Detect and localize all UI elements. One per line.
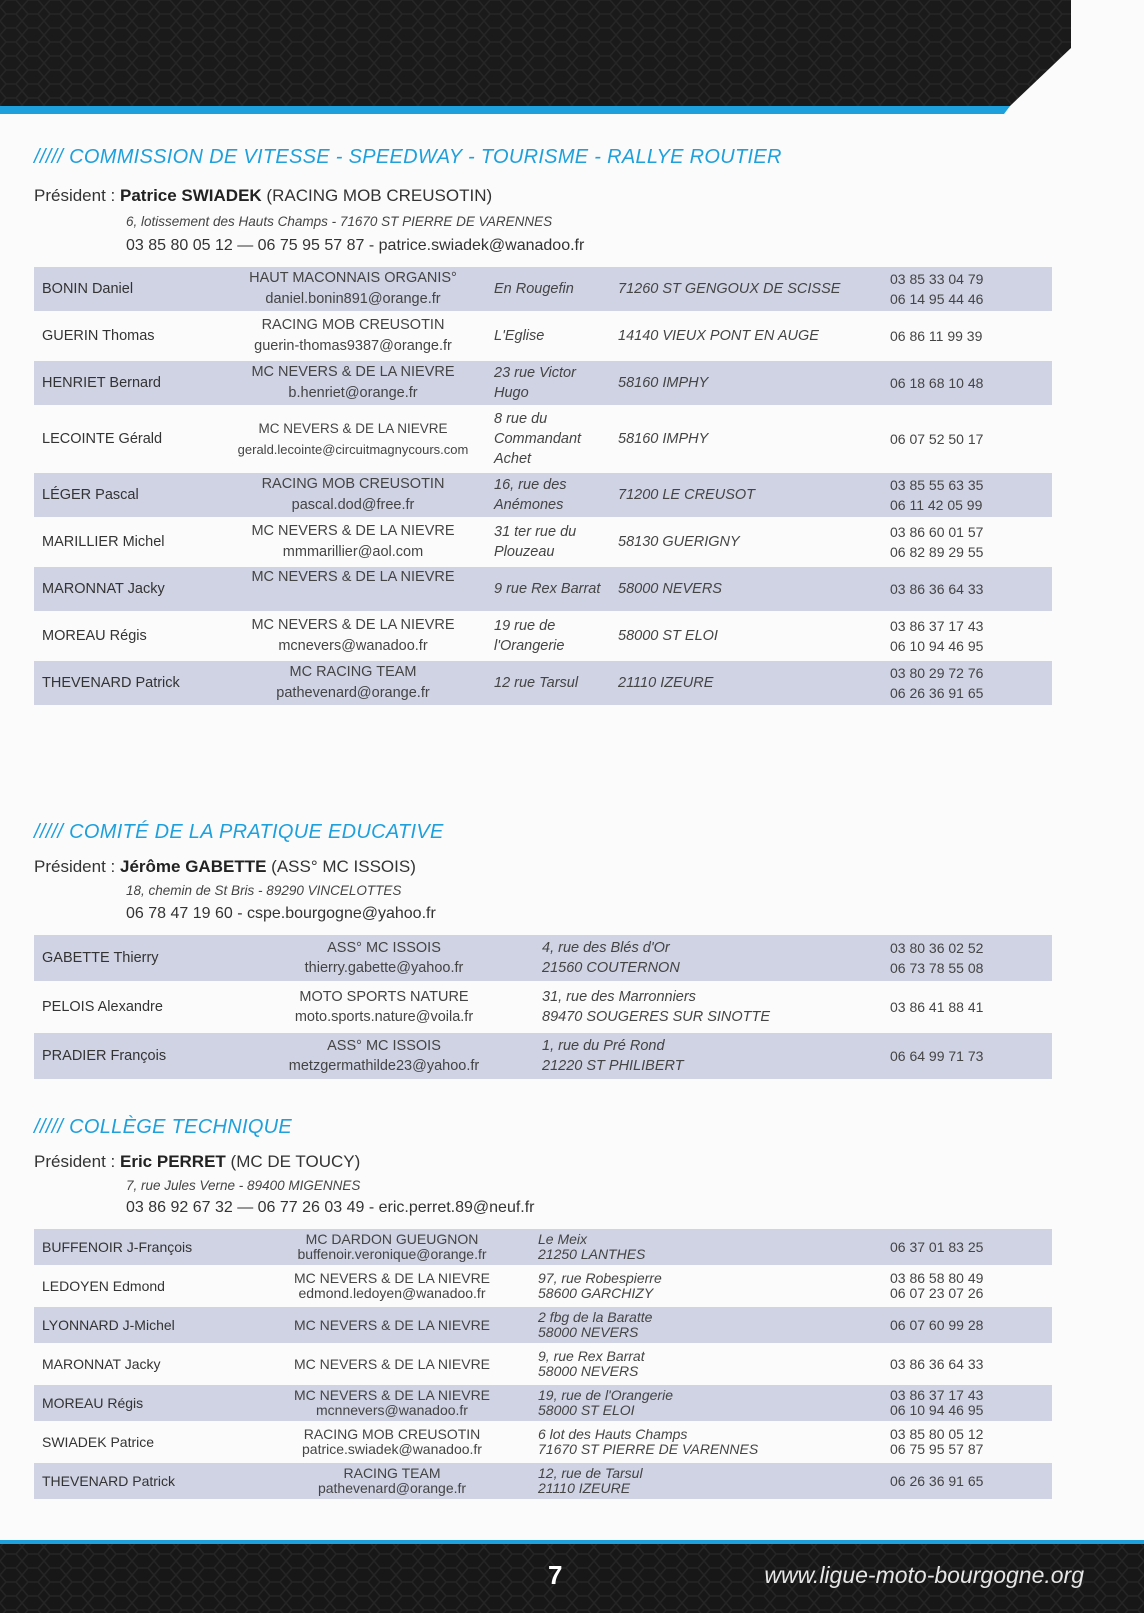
member-street: 19, rue de l'Orangerie (538, 1387, 673, 1403)
president-club: (RACING MOB CREUSOTIN) (261, 186, 493, 205)
member-street: Le Meix (538, 1231, 588, 1247)
member-name: GABETTE Thierry (34, 935, 234, 981)
member-city: 21220 ST PHILIBERT (542, 1058, 684, 1074)
member-phone2: 06 73 78 55 08 (890, 960, 984, 976)
member-street: L'Eglise (494, 328, 545, 344)
member-address (530, 1268, 882, 1304)
website-link[interactable]: www.ligue-moto-bourgogne.org (764, 1562, 1084, 1588)
table-row (34, 661, 1052, 705)
member-club: RACING TEAM (343, 1465, 441, 1481)
member-club-cell (220, 567, 486, 611)
member-club-cell (254, 1463, 530, 1499)
member-phones (882, 661, 1052, 705)
member-club: RACING MOB CREUSOTIN (261, 476, 445, 492)
member-phones (882, 935, 1052, 981)
member-name: MOREAU Régis (42, 628, 147, 644)
member-name: PELOIS Alexandre (42, 999, 163, 1015)
member-phone1: 03 86 58 80 49 (890, 1270, 984, 1286)
member-name: PRADIER François (34, 1033, 234, 1079)
member-street: 9 rue Rex Barrat (486, 567, 610, 611)
member-name: SWIADEK Patrice (42, 1434, 155, 1450)
member-email[interactable]: guerin-thomas9387@orange.fr (254, 338, 452, 354)
president-label: Président : (34, 857, 120, 876)
member-email[interactable]: pathevenard@orange.fr (276, 685, 430, 701)
member-city: 58000 NEVERS (610, 567, 882, 611)
member-city: 71200 LE CREUSOT (610, 473, 882, 517)
member-club-cell (220, 267, 486, 311)
member-city: 58160 IMPHY (610, 361, 882, 405)
member-street: 31 ter rue du Plouzeau (494, 524, 577, 560)
member-phone1: 03 86 36 64 33 (890, 581, 984, 597)
table-row (34, 567, 1052, 611)
member-phone1: 06 86 11 99 39 (890, 328, 983, 344)
member-name: BUFFENOIR J-François (34, 1229, 254, 1265)
president-club: (ASS° MC ISSOIS) (266, 857, 416, 876)
member-street: En Rougefin (486, 267, 610, 311)
member-club: MC NEVERS & DE LA NIEVRE (251, 364, 455, 380)
member-name: THEVENARD Patrick (34, 661, 220, 705)
member-club-cell (220, 361, 486, 405)
member-club-cell (234, 984, 534, 1030)
table-row (34, 408, 1052, 470)
member-phones (882, 567, 1052, 611)
member-phone2: 06 07 23 07 26 (890, 1285, 984, 1301)
president-label: Président : (34, 186, 120, 205)
member-street: 19 rue de l'Orangerie (494, 618, 565, 654)
member-club: MC DARDON GUEUGNON (305, 1231, 479, 1247)
member-phones (882, 314, 1052, 358)
member-club: ASS° MC ISSOIS (327, 1038, 441, 1054)
member-street: 23 rue Victor Hugo (486, 361, 610, 405)
president-contact: 03 86 92 67 32 — 06 77 26 03 49 - eric.perret.89@neuf.fr (126, 1199, 535, 1216)
member-city: 58000 NEVERS (538, 1363, 639, 1379)
member-club-cell (220, 314, 486, 358)
member-club: MC NEVERS & DE LA NIEVRE (258, 421, 448, 436)
member-address (530, 1424, 882, 1460)
member-street: 16, rue des Anémones (486, 473, 610, 517)
member-club: MC NEVERS & DE LA NIEVRE (293, 1355, 491, 1372)
member-club-cell (234, 935, 534, 981)
member-email[interactable]: pathevenard@orange.fr (317, 1480, 467, 1496)
table-row (34, 267, 1052, 311)
member-email[interactable]: edmond.ledoyen@wanadoo.fr (298, 1285, 486, 1301)
member-city: 21560 COUTERNON (542, 960, 680, 976)
member-name: GUERIN Thomas (42, 328, 155, 344)
member-email[interactable]: moto.sports.nature@voila.fr (294, 1009, 474, 1025)
member-club: MC NEVERS & DE LA NIEVRE (293, 1387, 491, 1403)
table-row (34, 1229, 1052, 1265)
member-phone2: 06 26 36 91 65 (890, 685, 984, 701)
table-row (34, 1307, 1052, 1343)
member-phones (882, 1463, 1052, 1499)
member-city: 71260 ST GENGOUX DE SCISSE (610, 267, 882, 311)
member-address (534, 1033, 882, 1079)
member-name: LEDOYEN Edmond (42, 1278, 165, 1294)
member-address (530, 1385, 882, 1421)
member-phone1: 06 07 60 99 28 (890, 1316, 984, 1333)
page-number: 7 (548, 1560, 563, 1590)
member-street: 9, rue Rex Barrat (538, 1348, 645, 1364)
section-title-college-technique: ///// COLLÈGE TECHNIQUE (34, 1116, 293, 1138)
member-club: ASS° MC ISSOIS (327, 940, 441, 956)
member-email[interactable]: gerald.lecointe@circuitmagnycours.com (237, 442, 469, 457)
member-street: 2 fbg de la Baratte (538, 1309, 653, 1325)
president-line (34, 857, 416, 877)
member-phones (882, 1307, 1052, 1343)
member-club-cell (220, 473, 486, 517)
member-club: MC NEVERS & DE LA NIEVRE (251, 617, 455, 633)
member-club-cell (254, 1268, 530, 1304)
member-city: 58130 GUERIGNY (618, 534, 740, 550)
member-address (530, 1463, 882, 1499)
member-city: 21110 IZEURE (610, 661, 882, 705)
member-name: LECOINTE Gérald (42, 431, 163, 447)
member-street: 31, rue des Marronniers (542, 989, 696, 1005)
president-club: (MC DE TOUCY) (225, 1152, 361, 1171)
table-row (34, 1033, 1052, 1079)
member-city: 58000 NEVERS (538, 1324, 639, 1340)
member-phones (882, 408, 1052, 470)
member-club-cell (220, 408, 486, 470)
member-phones (882, 473, 1052, 517)
member-name: HENRIET Bernard (34, 361, 220, 405)
president-name: Patrice SWIADEK (120, 186, 262, 205)
table-row (34, 361, 1052, 405)
president-name: Eric PERRET (120, 1152, 226, 1171)
member-email[interactable]: patrice.swiadek@wanadoo.fr (302, 1441, 482, 1457)
member-city: 58000 ST ELOI (618, 628, 718, 644)
member-phone1: 03 86 41 88 41 (890, 999, 984, 1015)
member-name: THEVENARD Patrick (34, 1463, 254, 1499)
member-email[interactable]: thierry.gabette@yahoo.fr (304, 960, 464, 976)
member-phone2: 06 10 94 46 95 (890, 638, 984, 654)
member-club: MC RACING TEAM (289, 664, 417, 680)
member-name: LÉGER Pascal (34, 473, 220, 517)
member-city: 21250 LANTHES (538, 1246, 646, 1262)
member-phones (882, 614, 1052, 658)
member-club: RACING MOB CREUSOTIN (261, 317, 445, 333)
member-email[interactable]: pascal.dod@free.fr (291, 497, 415, 513)
member-city: 58000 ST ELOI (538, 1402, 635, 1418)
member-club-cell (220, 614, 486, 658)
member-address (534, 935, 882, 981)
member-street: 1, rue du Pré Rond (542, 1038, 665, 1054)
member-city: 58600 GARCHIZY (538, 1285, 654, 1301)
member-club: MC NEVERS & DE LA NIEVRE (251, 523, 455, 539)
member-city: 21110 IZEURE (538, 1480, 631, 1496)
member-name: MOREAU Régis (34, 1385, 254, 1421)
member-club-cell (254, 1346, 530, 1382)
member-phones (882, 1346, 1052, 1382)
member-phone2: 06 11 42 05 99 (890, 497, 983, 513)
member-city: 89470 SOUGERES SUR SINOTTE (542, 1009, 771, 1025)
table-row (34, 1424, 1052, 1460)
member-club-cell (254, 1424, 530, 1460)
member-phone1: 03 85 33 04 79 (890, 271, 984, 287)
member-club-cell (254, 1385, 530, 1421)
member-phone1: 03 86 37 17 43 (890, 618, 984, 634)
member-club: MC NEVERS & DE LA NIEVRE (293, 1270, 491, 1286)
member-phones (882, 984, 1052, 1030)
president-contact: 06 78 47 19 60 - cspe.bourgogne@yahoo.fr (126, 905, 436, 922)
member-phone2: 06 14 95 44 46 (890, 291, 984, 307)
member-club-cell (220, 520, 486, 564)
member-city: 71670 ST PIERRE DE VARENNES (538, 1441, 759, 1457)
member-club-cell (220, 661, 486, 705)
member-phone1: 03 86 37 17 43 (890, 1387, 984, 1403)
member-phone1: 06 18 68 10 48 (890, 375, 984, 391)
member-phones (882, 1268, 1052, 1304)
member-phone1: 06 64 99 71 73 (890, 1048, 984, 1064)
member-street: 97, rue Robespierre (538, 1270, 662, 1286)
member-club-cell (234, 1033, 534, 1079)
table-row (34, 520, 1052, 564)
table-row (34, 1346, 1052, 1382)
member-email[interactable]: mmmarillier@aol.com (282, 544, 424, 560)
member-phone1: 03 80 36 02 52 (890, 940, 984, 956)
member-email[interactable]: buffenoir.veronique@orange.fr (297, 1246, 487, 1262)
member-name: MARILLIER Michel (42, 534, 165, 550)
member-phone1: 03 80 29 72 76 (890, 665, 984, 681)
member-name: BONIN Daniel (34, 267, 220, 311)
table-row (34, 1268, 1052, 1304)
member-email[interactable]: b.henriet@orange.fr (288, 385, 418, 401)
president-address: 6, lotissement des Hauts Champs - 71670 ST PIERRE DE VARENNES (126, 214, 553, 229)
member-street: 6 lot des Hauts Champs (538, 1426, 688, 1442)
member-city: 14140 VIEUX PONT EN AUGE (618, 328, 819, 344)
table-row (34, 314, 1052, 358)
table-row (34, 984, 1052, 1030)
member-phones (882, 1385, 1052, 1421)
member-phones (882, 361, 1052, 405)
member-street: 8 rue du Commandant Achet (494, 411, 582, 467)
member-phone2: 06 75 95 57 87 (890, 1441, 984, 1457)
member-phones (882, 520, 1052, 564)
member-phone1: 06 26 36 91 65 (890, 1472, 984, 1489)
member-email[interactable]: daniel.bonin891@orange.fr (265, 291, 441, 307)
member-phone1: 03 86 60 01 57 (890, 524, 984, 540)
member-email[interactable]: metzgermathilde23@yahoo.fr (288, 1058, 480, 1074)
member-phone1: 03 85 80 05 12 (890, 1426, 984, 1442)
table-row (34, 614, 1052, 658)
member-club: MOTO SPORTS NATURE (299, 989, 469, 1005)
section-title-pratique-educative: ///// COMITÉ DE LA PRATIQUE EDUCATIVE (34, 821, 444, 843)
member-club: RACING MOB CREUSOTIN (303, 1426, 481, 1442)
member-phone1: 06 37 01 83 25 (890, 1238, 984, 1255)
member-phones (882, 1424, 1052, 1460)
member-name: MARONNAT Jacky (42, 1356, 161, 1372)
member-phone1: 06 07 52 50 17 (890, 431, 984, 447)
president-label: Président : (34, 1152, 120, 1171)
member-phones (882, 1033, 1052, 1079)
member-address (530, 1229, 882, 1265)
member-city: 58160 IMPHY (618, 431, 709, 447)
members-table-vitesse (34, 264, 1052, 708)
member-address (530, 1346, 882, 1382)
member-email[interactable]: mcnnevers@wanadoo.fr (316, 1402, 468, 1418)
member-address (534, 984, 882, 1030)
table-row (34, 935, 1052, 981)
member-street: 4, rue des Blés d'Or (542, 940, 670, 956)
header-band (0, 0, 1144, 118)
member-phone1: 03 86 36 64 33 (890, 1355, 984, 1372)
president-contact: 03 85 80 05 12 — 06 75 95 57 87 - patrice.swiadek@wanadoo.fr (126, 237, 585, 254)
table-row (34, 1385, 1052, 1421)
member-street: 12, rue de Tarsul (538, 1465, 643, 1481)
member-phone2: 06 82 89 29 55 (890, 544, 984, 560)
member-name: MARONNAT Jacky (34, 567, 220, 611)
member-phones (882, 267, 1052, 311)
member-club: MC NEVERS & DE LA NIEVRE (293, 1316, 491, 1333)
president-address: 7, rue Jules Verne - 89400 MIGENNES (126, 1178, 361, 1193)
member-phone1: 03 85 55 63 35 (890, 477, 984, 493)
president-line (34, 186, 492, 206)
member-address (530, 1307, 882, 1343)
member-phones (882, 1229, 1052, 1265)
member-club-cell (254, 1229, 530, 1265)
president-line (34, 1152, 360, 1172)
president-name: Jérôme GABETTE (120, 857, 267, 876)
member-club: HAUT MACONNAIS ORGANIS° (249, 270, 457, 286)
member-phone2: 06 10 94 46 95 (890, 1402, 984, 1418)
member-club: MC NEVERS & DE LA NIEVRE (251, 569, 455, 585)
member-club-cell (254, 1307, 530, 1343)
member-email[interactable]: mcnevers@wanadoo.fr (278, 638, 428, 654)
member-name: LYONNARD J-Michel (34, 1307, 254, 1343)
table-row (34, 1463, 1052, 1499)
president-address: 18, chemin de St Bris - 89290 VINCELOTTES (126, 883, 402, 898)
members-table-pratique-educative (34, 932, 1052, 1082)
table-row (34, 473, 1052, 517)
members-table-college-technique (34, 1226, 1052, 1502)
member-street: 12 rue Tarsul (486, 661, 610, 705)
section-title-vitesse: ///// COMMISSION DE VITESSE - SPEEDWAY - TOURISME - RALLYE ROUTIER (34, 146, 782, 168)
